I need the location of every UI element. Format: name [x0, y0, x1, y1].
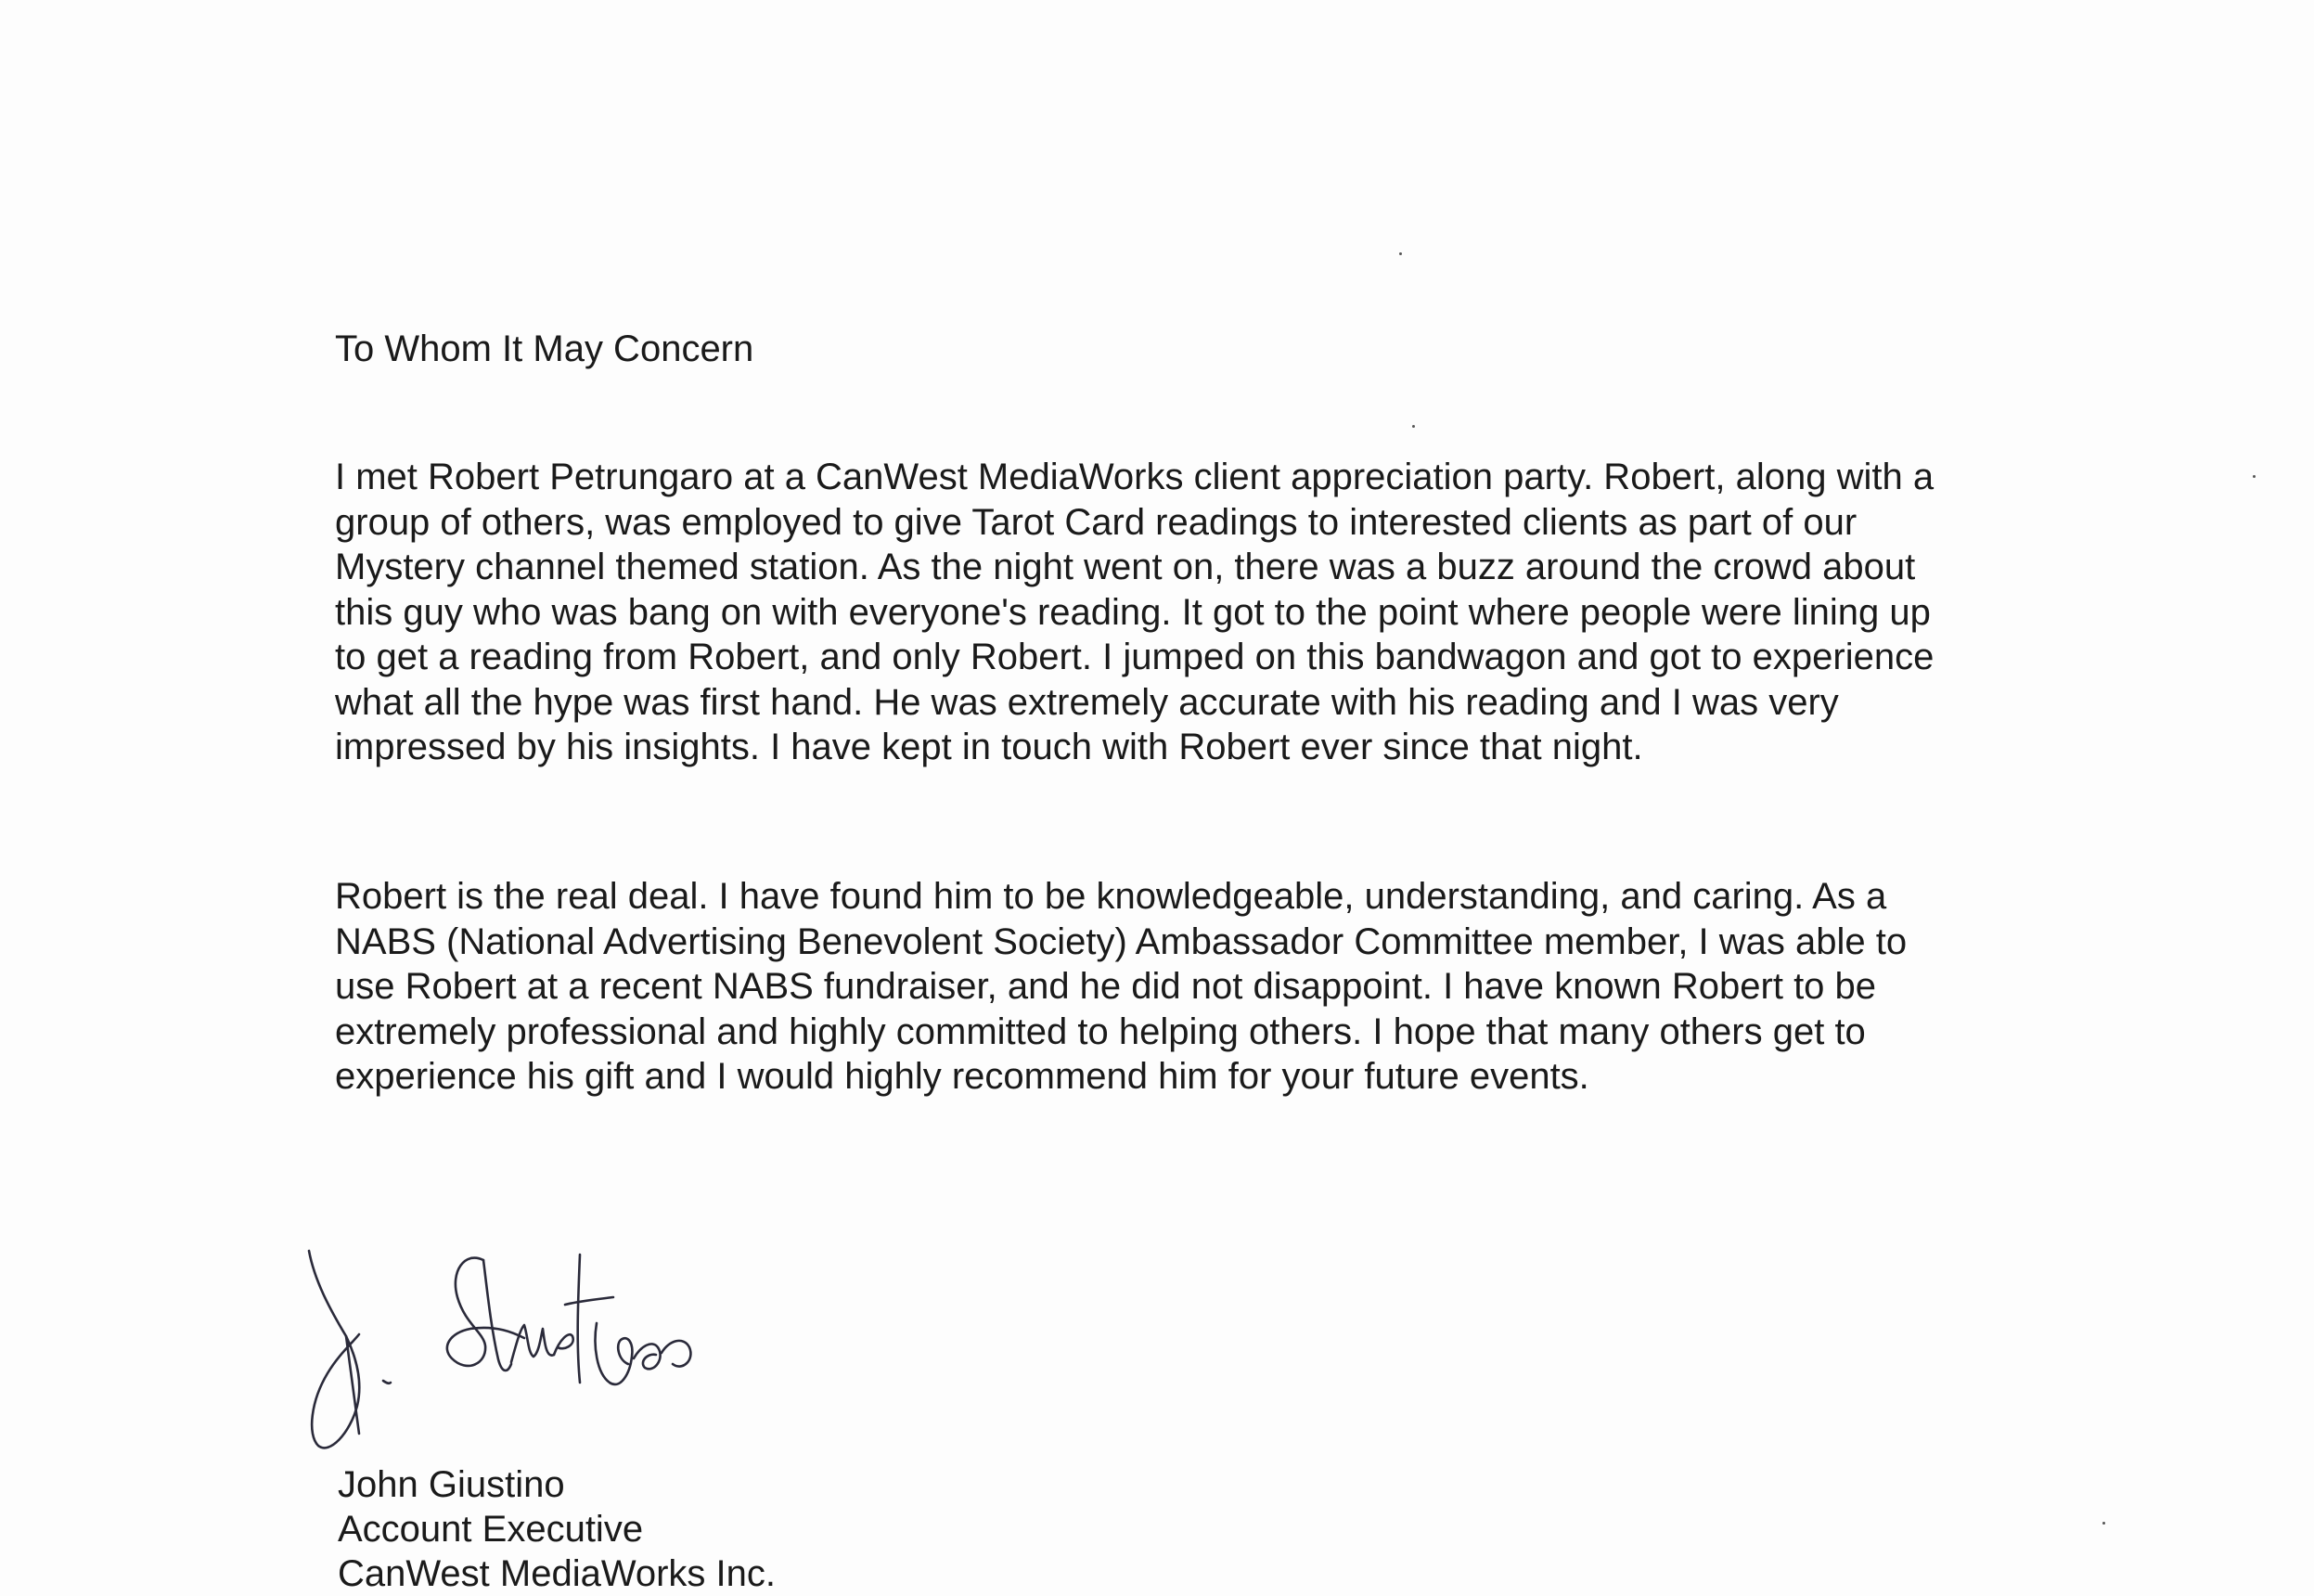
paragraph-line: to get a reading from Robert, and only Robert. I jumped on this bandwagon and got to experience	[335, 637, 1935, 677]
signer-company: CanWest MediaWorks Inc.	[338, 1553, 777, 1594]
paragraph-line: I met Robert Petrungaro at a CanWest MediaWorks client appreciation party. Robert, along with a	[335, 457, 1935, 497]
paragraph-line: group of others, was employed to give Tarot Card readings to interested clients as part of our	[335, 501, 1858, 543]
paragraph-line: extremely professional and highly committed to helping others. I hope that many others get to	[335, 1010, 1866, 1052]
paragraph-line: use Robert at a recent NABS fundraiser, and he did not disappoint. I have known Robert to be	[335, 966, 1877, 1007]
scan-speck	[1399, 252, 1402, 255]
paragraph-1	[335, 455, 2098, 770]
signer-title: Account Executive	[338, 1509, 644, 1550]
paragraph-line: what all the hype was first hand. He was extremely accurate with his reading and I was very	[335, 681, 1839, 723]
paragraph-line: this guy who was bang on with everyone's reading. It got to the point where people were lining up	[335, 591, 1931, 633]
paragraph-line: NABS (National Advertising Benevolent Society) Ambassador Committee member, I was able to	[335, 920, 1908, 962]
signer-name: John Giustino	[338, 1464, 565, 1505]
paragraph-line: Robert is the real deal. I have found him to be knowledgeable, understanding, and caring. As a	[335, 876, 1887, 917]
handwritten-signature	[302, 1243, 719, 1475]
salutation: To Whom It May Concern	[335, 328, 754, 369]
paragraph-line: Mystery channel themed station. As the night went on, there was a buzz around the crowd about	[335, 547, 1916, 587]
scan-speck	[1412, 425, 1415, 428]
scan-speck	[2253, 475, 2256, 478]
paragraph-2	[335, 874, 2098, 1100]
paragraph-line: experience his gift and I would highly recommend him for your future events.	[335, 1056, 1589, 1097]
scan-speck	[2102, 1522, 2105, 1525]
signature-block	[338, 1462, 776, 1596]
paragraph-line: impressed by his insights. I have kept in touch with Robert ever since that night.	[335, 727, 1643, 767]
